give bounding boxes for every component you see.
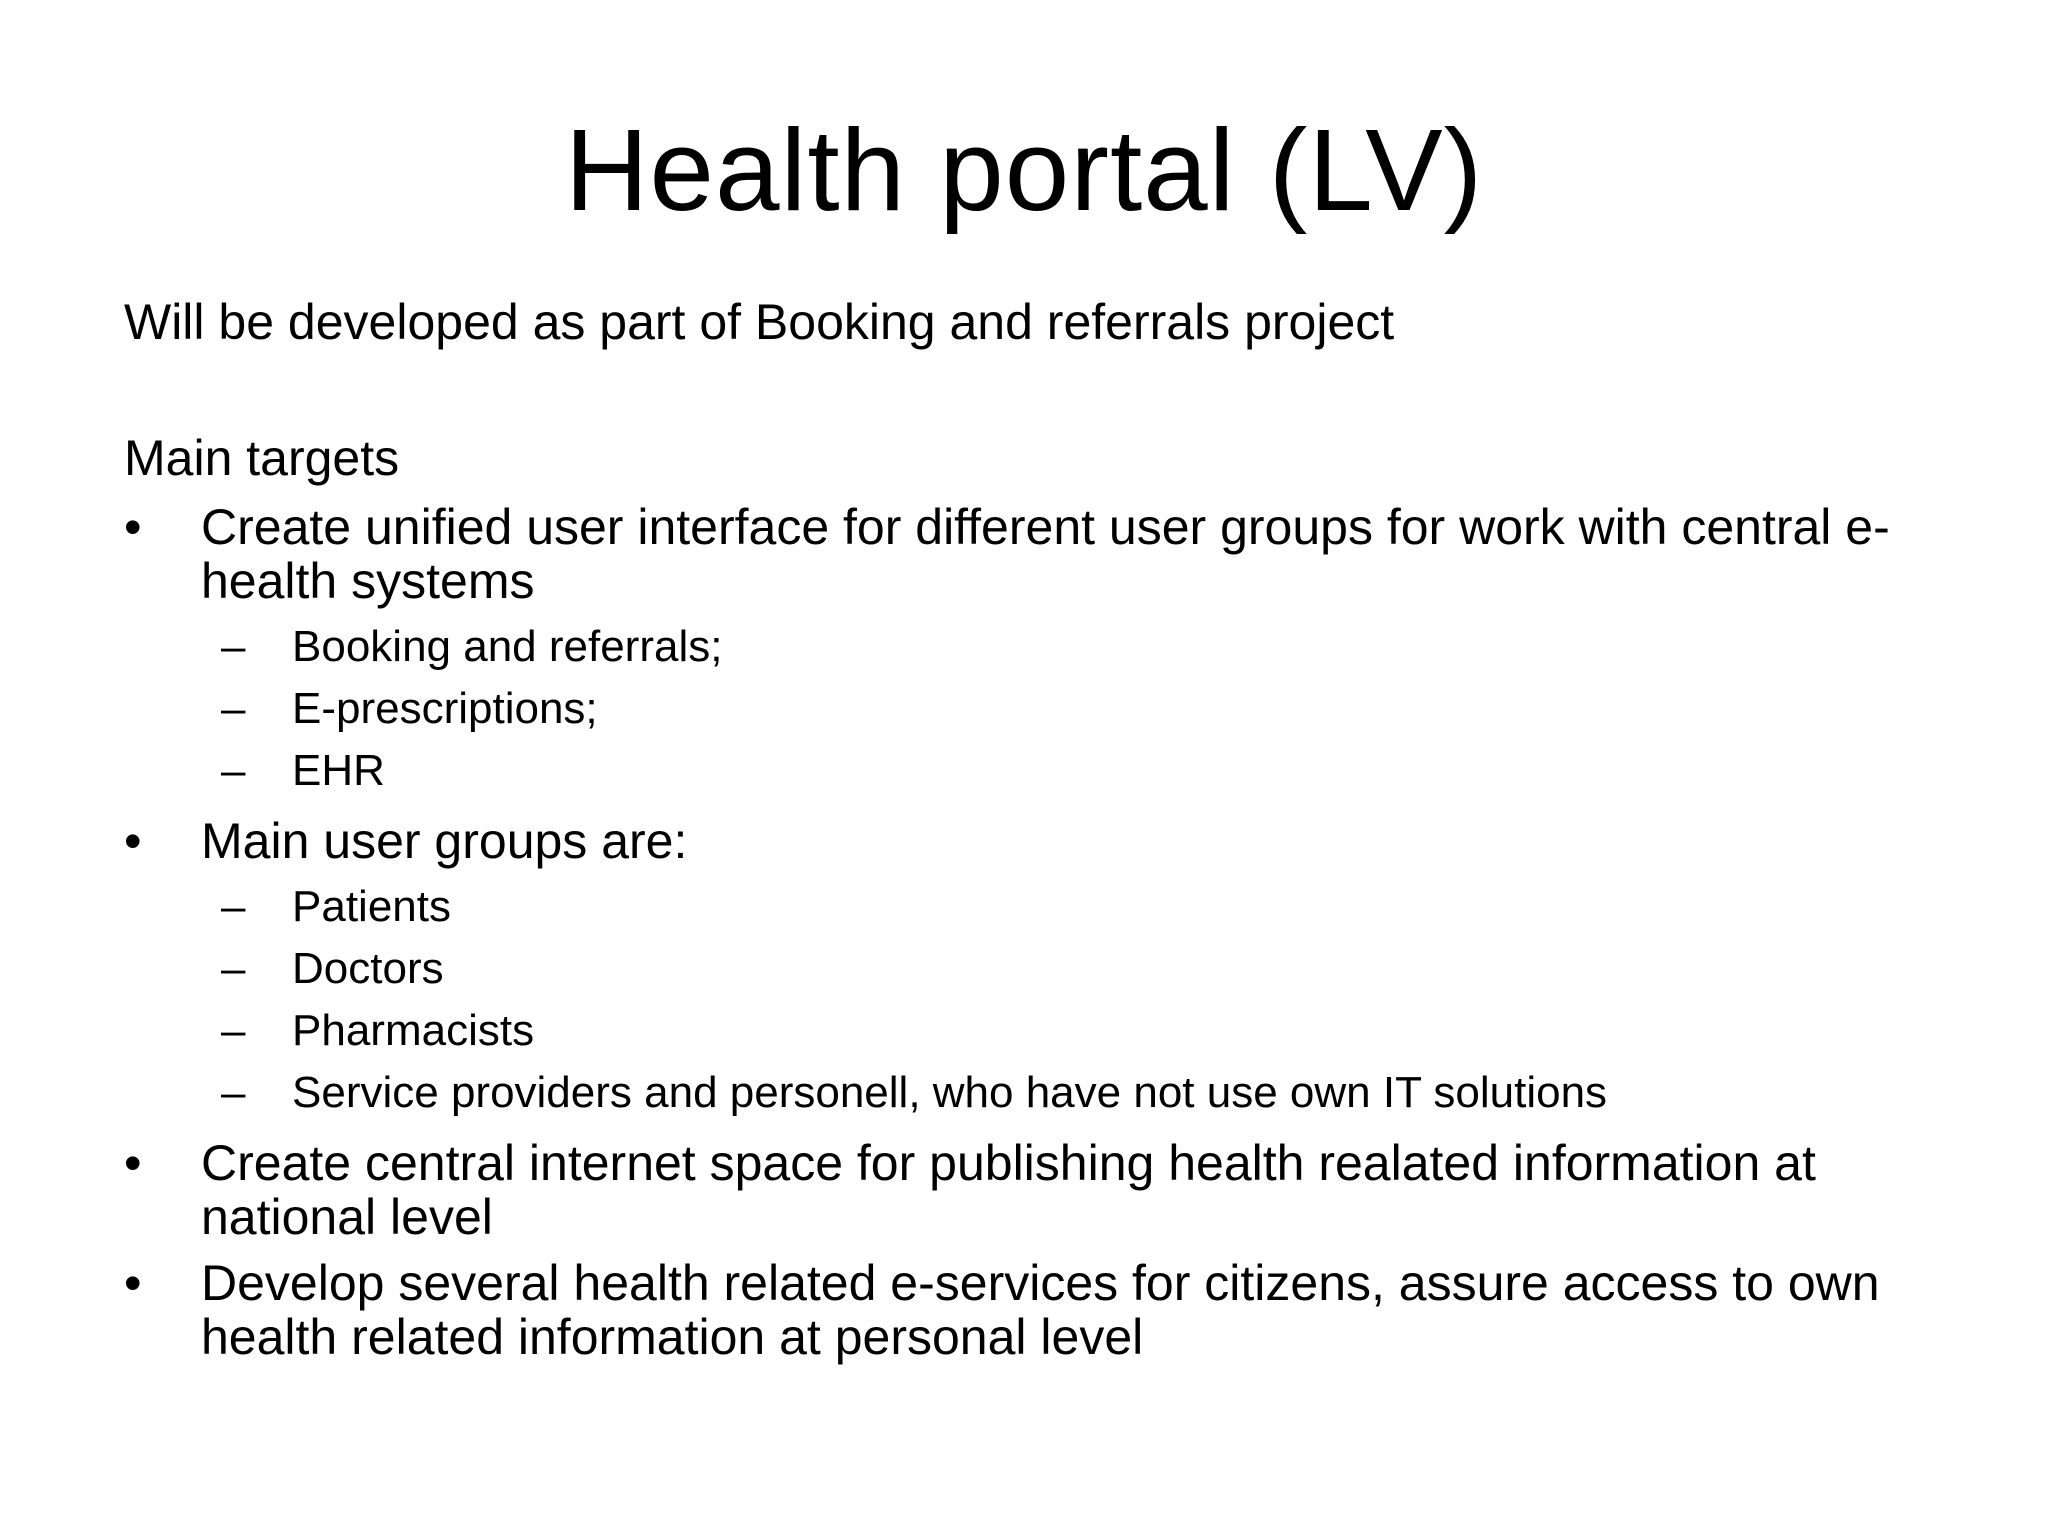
target-item-text: Main user groups are:: [201, 813, 688, 869]
subitem: [201, 616, 1974, 678]
subitem: [201, 938, 1974, 1000]
slide-title: Health portal (LV): [564, 105, 1484, 235]
dash-icon: –: [221, 1068, 246, 1117]
subitem-text: EHR: [292, 746, 385, 795]
dash-icon: –: [221, 944, 246, 993]
target-item-2: [124, 814, 1974, 1124]
bullet-icon: •: [124, 813, 142, 869]
subitem-text: Patients: [292, 882, 451, 931]
subitem-text: E-prescriptions;: [292, 684, 598, 733]
subitem-text: Pharmacists: [292, 1006, 535, 1055]
target-item-text: Create unified user interface for different user groups for work with central e-health systems: [201, 499, 1890, 609]
subitem: [201, 740, 1974, 802]
target-subitems: [201, 616, 1974, 802]
bullet-icon: •: [124, 499, 142, 555]
target-item-3: [124, 1136, 1974, 1244]
subitem-text: Booking and referrals;: [292, 622, 723, 671]
subitem: [201, 678, 1974, 740]
dash-icon: –: [221, 746, 246, 795]
target-subitems: [201, 876, 1974, 1124]
subitem: [201, 1000, 1974, 1062]
dash-icon: –: [221, 622, 246, 671]
target-item-text: Create central internet space for publishing health realated information at national level: [201, 1135, 1816, 1245]
bullet-icon: •: [124, 1135, 142, 1191]
slide-body: [124, 292, 1974, 1364]
target-item-1: [124, 500, 1974, 802]
dash-icon: –: [221, 684, 246, 733]
subitem: [201, 1062, 1974, 1124]
subitem-text: Service providers and personell, who have not use own IT solutions: [292, 1068, 1608, 1117]
bullet-icon: •: [124, 1255, 142, 1311]
intro-text: Will be developed as part of Booking and referrals project: [124, 294, 1395, 350]
targets-list: [124, 500, 1974, 1364]
dash-icon: –: [221, 882, 246, 931]
dash-icon: –: [221, 1006, 246, 1055]
subitem: [201, 876, 1974, 938]
subitem-text: Doctors: [292, 944, 444, 993]
target-item-4: [124, 1256, 1974, 1364]
targets-heading: Main targets: [124, 430, 400, 486]
target-item-text: Develop several health related e-services for citizens, assure access to own health related information at personal level: [201, 1255, 1880, 1365]
